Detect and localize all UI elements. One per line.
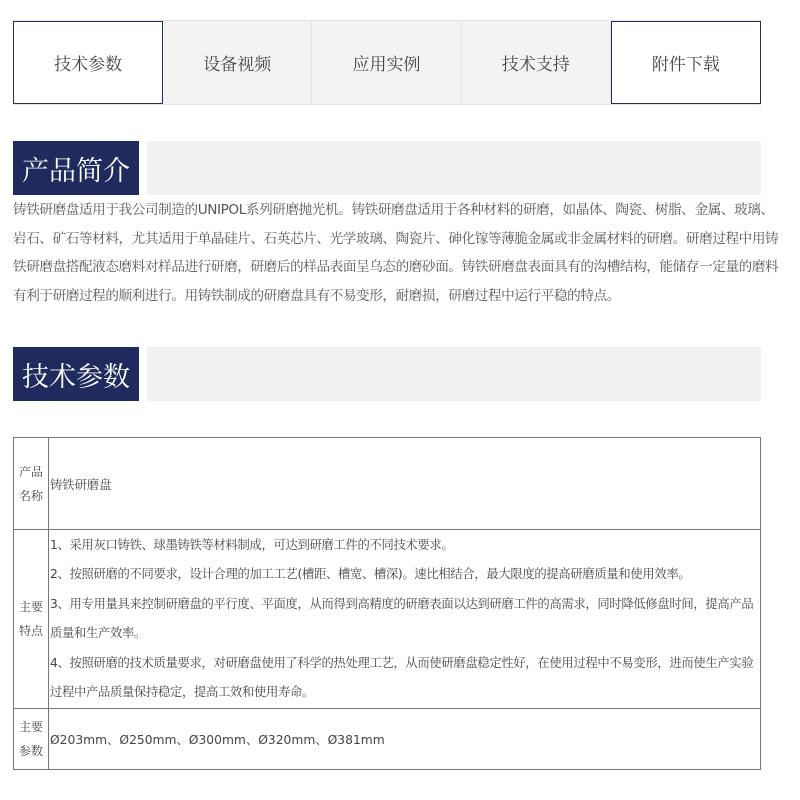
table-row (14, 438, 761, 530)
specs-table (13, 437, 761, 770)
product-intro-header (13, 141, 761, 195)
tech-params-header (13, 347, 761, 401)
feature-item: 4、按照研磨的技术质量要求，对研磨盘使用了科学的热处理工艺，从而使研磨盘稳定性好，在使用过程中不易变形，进而使生产实验过程中产品质量保持稳定，提高工效和使用寿命。 (50, 655, 754, 699)
product-name-label: 产品名称 (14, 438, 49, 530)
features-label: 主要特点 (14, 530, 49, 709)
intro-line: 岩石、矿石等材料，尤其适用于单晶硅片、石英芯片、光学玻璃、陶瓷片、砷化镓等薄脆金属或非金属材料的研磨。研磨过程中用铸 (13, 230, 779, 247)
feature-item: 2、按照研磨的不同要求，设计合理的加工工艺(槽距、槽宽、槽深)。速比相结合，最大限度的提高研磨质量和使用效率。 (50, 567, 691, 581)
tab-bar (13, 20, 761, 105)
feature-item: 3、用专用量具来控制研磨盘的平行度、平面度，从而得到高精度的研磨表面以达到研磨工件的高需求，同时降低修盘时间，提高产品质量和生产效率。 (50, 596, 754, 640)
main-params-label: 主要参数 (14, 709, 49, 770)
product-intro-text (13, 196, 779, 310)
tab-attachment-download[interactable]: 附件下载 (611, 21, 761, 104)
tab-application-cases[interactable]: 应用实例 (312, 21, 461, 104)
tab-tech-params[interactable]: 技术参数 (13, 21, 163, 104)
intro-line: 铸铁研磨盘适用于我公司制造的UNIPOL系列研磨抛光机。铸铁研磨盘适用于各种材料的研磨，如晶体、陶瓷、树脂、金属、玻璃、 (13, 202, 774, 218)
features-list (49, 530, 761, 709)
main-params-value: Ø203mm、Ø250mm、Ø300mm、Ø320mm、Ø381mm (49, 709, 761, 770)
table-row (14, 530, 761, 709)
intro-line: 铁研磨盘搭配液态磨料对样品进行研磨，研磨后的样品表面呈乌态的磨砂面。铸铁研磨盘表面具有的沟槽结构，能储存一定量的磨料 (13, 259, 779, 275)
table-row (14, 709, 761, 770)
feature-item: 1、采用灰口铸铁、球墨铸铁等材料制成，可达到研磨工件的不同技术要求。 (50, 537, 454, 552)
tab-equipment-video[interactable]: 设备视频 (163, 21, 312, 104)
product-name-value: 铸铁研磨盘 (49, 438, 761, 530)
intro-line: 有利于研磨过程的顺利进行。用铸铁制成的研磨盘具有不易变形，耐磨损，研磨过程中运行平稳的特点。 (13, 287, 620, 304)
tech-params-heading: 技术参数 (13, 347, 139, 401)
tab-tech-support[interactable]: 技术支持 (462, 21, 611, 104)
product-intro-heading: 产品简介 (13, 141, 139, 195)
